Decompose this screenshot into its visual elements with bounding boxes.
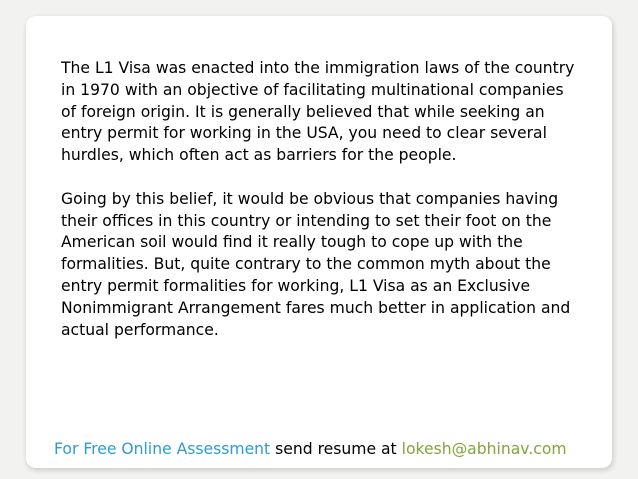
paragraph-intro: The L1 Visa was enacted into the immigration laws of the country in 1970 with an objective of facilitating multinational companies of foreign origin. It is generally believed that while seeking an entry permit for working in the USA, you need to clear several hurdles, which often act as barriers for the people. [61,59,575,165]
footer-text: send resume at [270,440,402,458]
paragraph-belief: Going by this belief, it would be obvious that companies having their offices in this country or intending to set their foot on the American soil would find it really tough to cope up with the formalities. But, quite contrary to the common myth about the entry permit formalities for working, L1 Visa as an Exclusive Nonimmigrant Arrangement fares much better in application and actual performance. [61,189,571,339]
assessment-link[interactable]: For Free Online Assessment [54,440,271,458]
footer-banner [54,438,614,460]
email-link[interactable]: lokesh@abhinav.com [401,440,567,458]
slide-body [61,58,581,341]
